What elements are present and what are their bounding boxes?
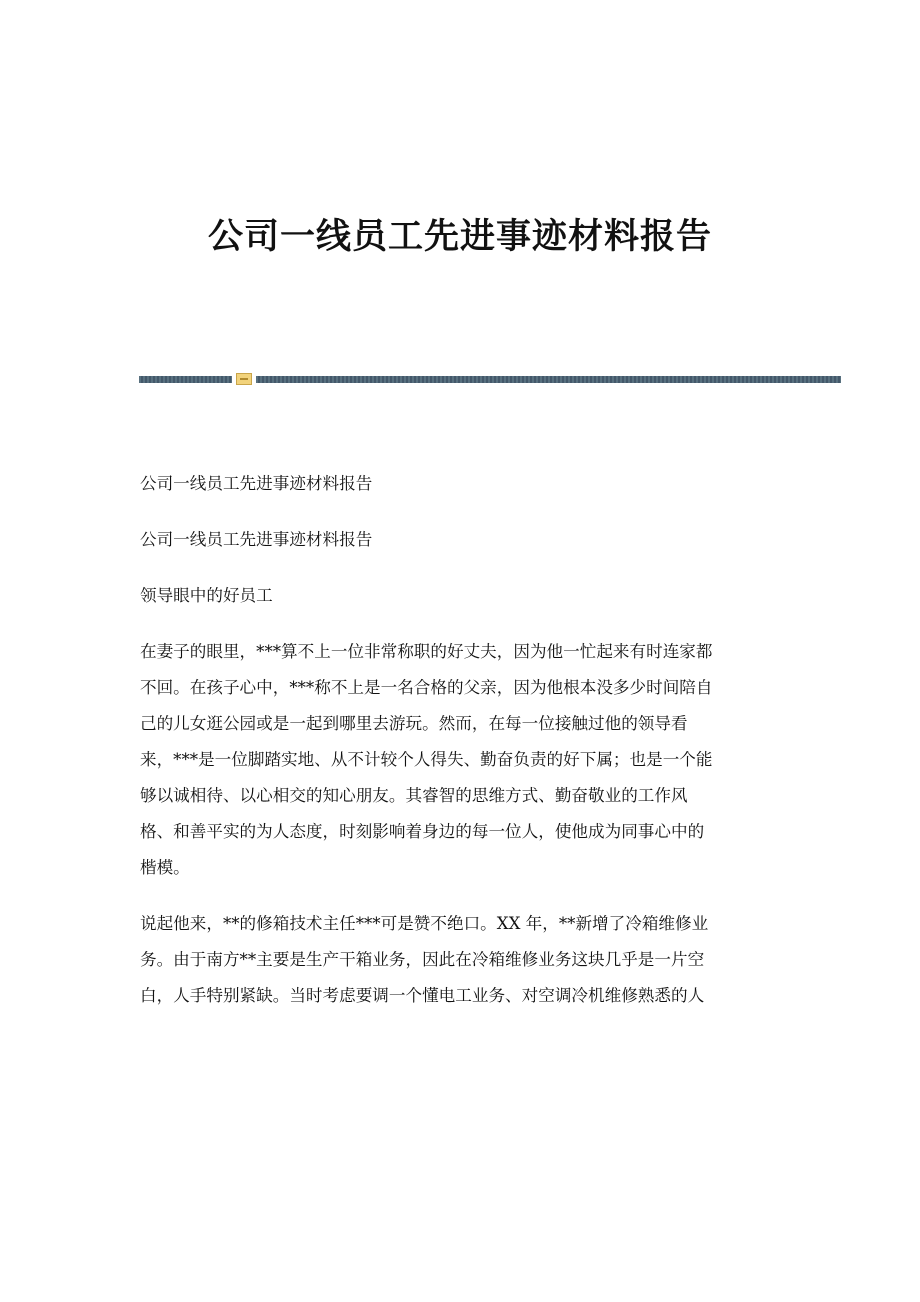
paragraph-line: 己的儿女逛公园或是一起到哪里去游玩。然而，在每一位接触过他的领导看 — [140, 714, 688, 733]
paragraph-line: 不回。在孩子心中，***称不上是一名合格的父亲，因为他根本没多少时间陪自 — [140, 678, 713, 697]
paragraph-line: 务。由于南方**主要是生产干箱业务，因此在冷箱维修业务这块几乎是一片空 — [140, 950, 705, 969]
paragraph-line: 楷模。 — [140, 858, 190, 877]
paragraph — [140, 578, 780, 614]
paragraph-line: 说起他来，**的修箱技术主任***可是赞不绝口。XX 年，**新增了冷箱维修业 — [140, 914, 709, 933]
divider-ornament-icon — [236, 373, 252, 385]
divider-bar-right — [256, 376, 841, 383]
paragraph-line: 够以诚相待、以心相交的知心朋友。其睿智的思维方式、勤奋敬业的工作风 — [140, 786, 688, 805]
paragraph — [140, 466, 780, 502]
paragraph — [140, 634, 780, 886]
paragraph-line: 白，人手特别紧缺。当时考虑要调一个懂电工业务、对空调冷机维修熟悉的人 — [140, 986, 705, 1005]
paragraph-line: 公司一线员工先进事迹材料报告 — [140, 530, 373, 549]
document-body — [140, 466, 780, 1014]
paragraph — [140, 906, 780, 1014]
paragraph-line: 格、和善平实的为人态度，时刻影响着身边的每一位人，使他成为同事心中的 — [140, 822, 705, 841]
paragraph-line: 公司一线员工先进事迹材料报告 — [140, 474, 373, 493]
paragraph-line: 来，***是一位脚踏实地、从不计较个人得失、勤奋负责的好下属；也是一个能 — [140, 750, 713, 769]
paragraph-line: 在妻子的眼里，***算不上一位非常称职的好丈夫，因为他一忙起来有时连家都 — [140, 642, 713, 661]
decorative-divider — [139, 372, 841, 386]
divider-bar-left — [139, 376, 232, 383]
paragraph-line: 领导眼中的好员工 — [140, 586, 273, 605]
paragraph — [140, 522, 780, 558]
document-title: 公司一线员工先进事迹材料报告 — [207, 216, 712, 257]
